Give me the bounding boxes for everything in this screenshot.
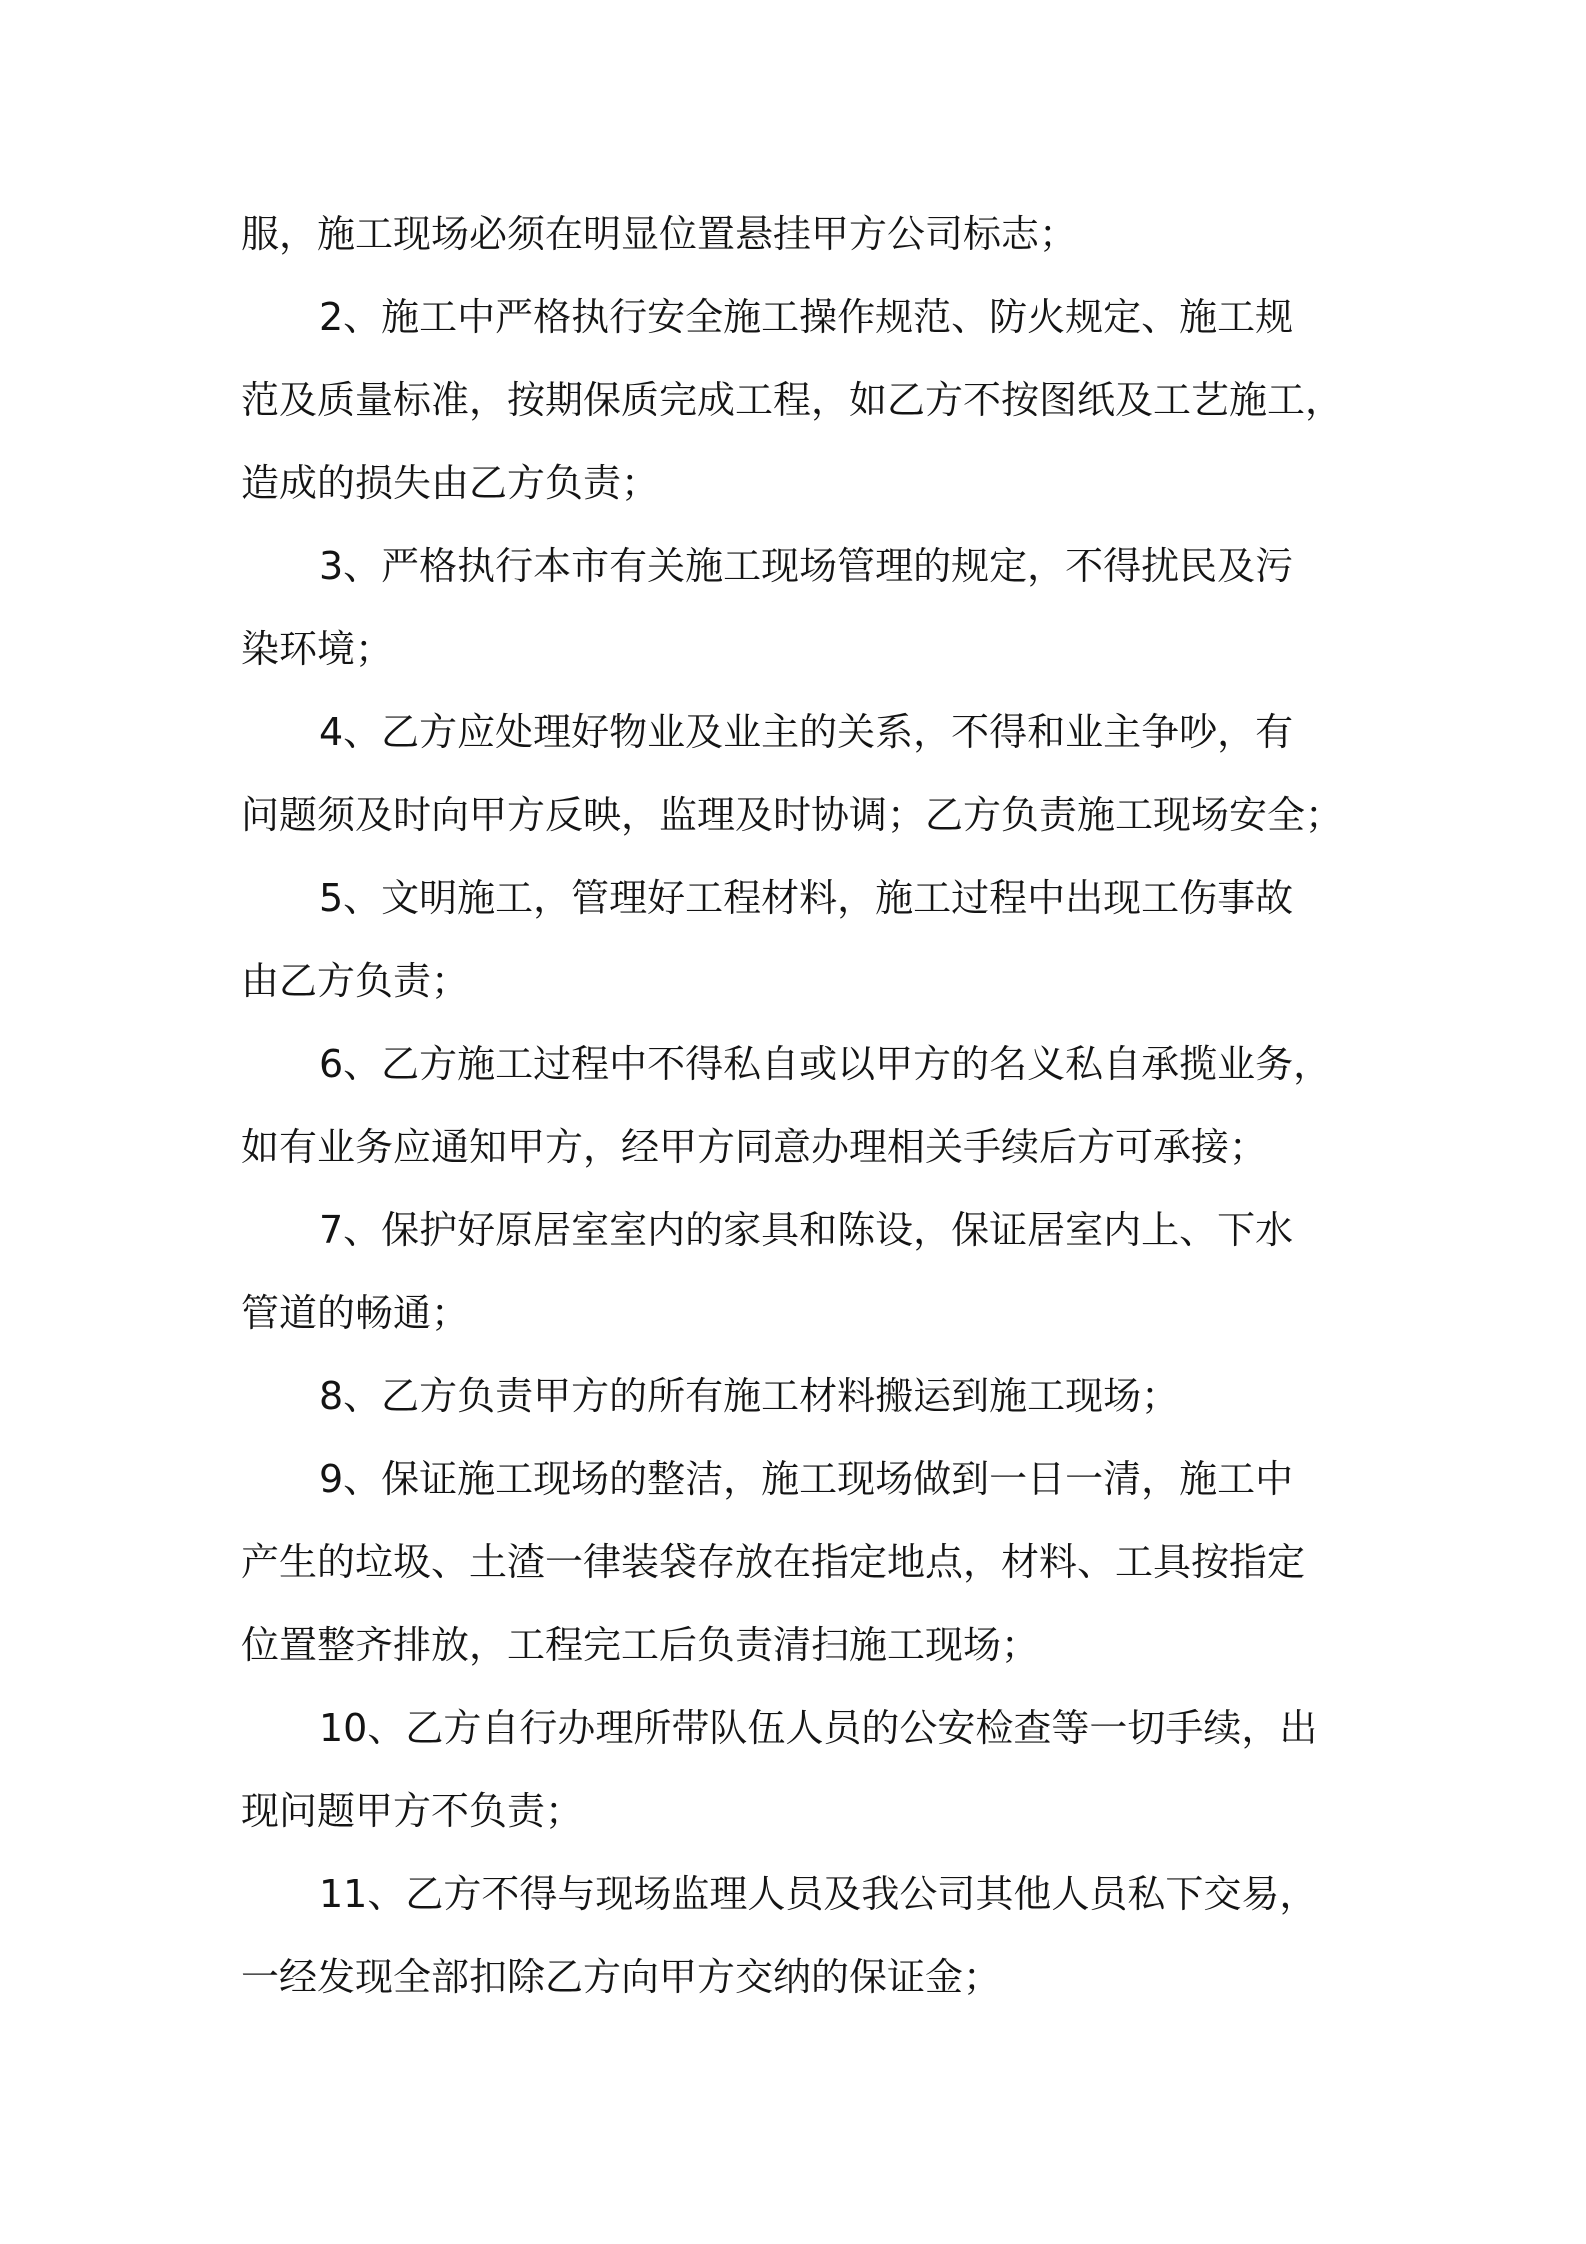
text-line: 由乙方负责；: [241, 959, 470, 1003]
text-line: 产生的垃圾、土渣一律装袋存放在指定地点，材料、工具按指定: [241, 1540, 1306, 1584]
text-line: 范及质量标准，按期保质完成工程，如乙方不按图纸及工艺施工，: [241, 378, 1344, 422]
clause-6-line: 6、乙方施工过程中不得私自或以甲方的名义私自承揽业务，: [319, 1042, 1332, 1086]
clause-8-line: 8、乙方负责甲方的所有施工材料搬运到施工现场；: [319, 1374, 1180, 1418]
clause-9-line: 9、保证施工现场的整洁，施工现场做到一日一清，施工中: [319, 1457, 1294, 1501]
text-line: 服，施工现场必须在明显位置悬挂甲方公司标志；: [241, 212, 1078, 256]
clause-3-line: 3、严格执行本市有关施工现场管理的规定，不得扰民及污: [319, 544, 1294, 588]
clause-5-line: 5、文明施工，管理好工程材料，施工过程中出现工伤事故: [319, 876, 1294, 920]
text-line: 如有业务应通知甲方，经甲方同意办理相关手续后方可承接；: [241, 1125, 1268, 1169]
text-line: 现问题甲方不负责；: [241, 1789, 584, 1833]
text-line: 位置整齐排放，工程完工后负责清扫施工现场；: [241, 1623, 1040, 1667]
clause-11-line: 11、乙方不得与现场监理人员及我公司其他人员私下交易，: [319, 1872, 1318, 1916]
document-body: [241, 193, 1361, 2019]
text-line: 一经发现全部扣除乙方向甲方交纳的保证金；: [241, 1955, 1002, 1999]
clause-10-line: 10、乙方自行办理所带队伍人员的公安检查等一切手续，出: [319, 1706, 1318, 1750]
text-line: 管道的畅通；: [241, 1291, 470, 1335]
text-line: 问题须及时向甲方反映，监理及时协调；乙方负责施工现场安全；: [241, 793, 1344, 837]
clause-2-line: 2、施工中严格执行安全施工操作规范、防火规定、施工规: [319, 295, 1294, 339]
text-line: 造成的损失由乙方负责；: [241, 461, 660, 505]
clause-4-line: 4、乙方应处理好物业及业主的关系，不得和业主争吵，有: [319, 710, 1294, 754]
text-line: 染环境；: [241, 627, 394, 671]
clause-7-line: 7、保护好原居室室内的家具和陈设，保证居室内上、下水: [319, 1208, 1294, 1252]
